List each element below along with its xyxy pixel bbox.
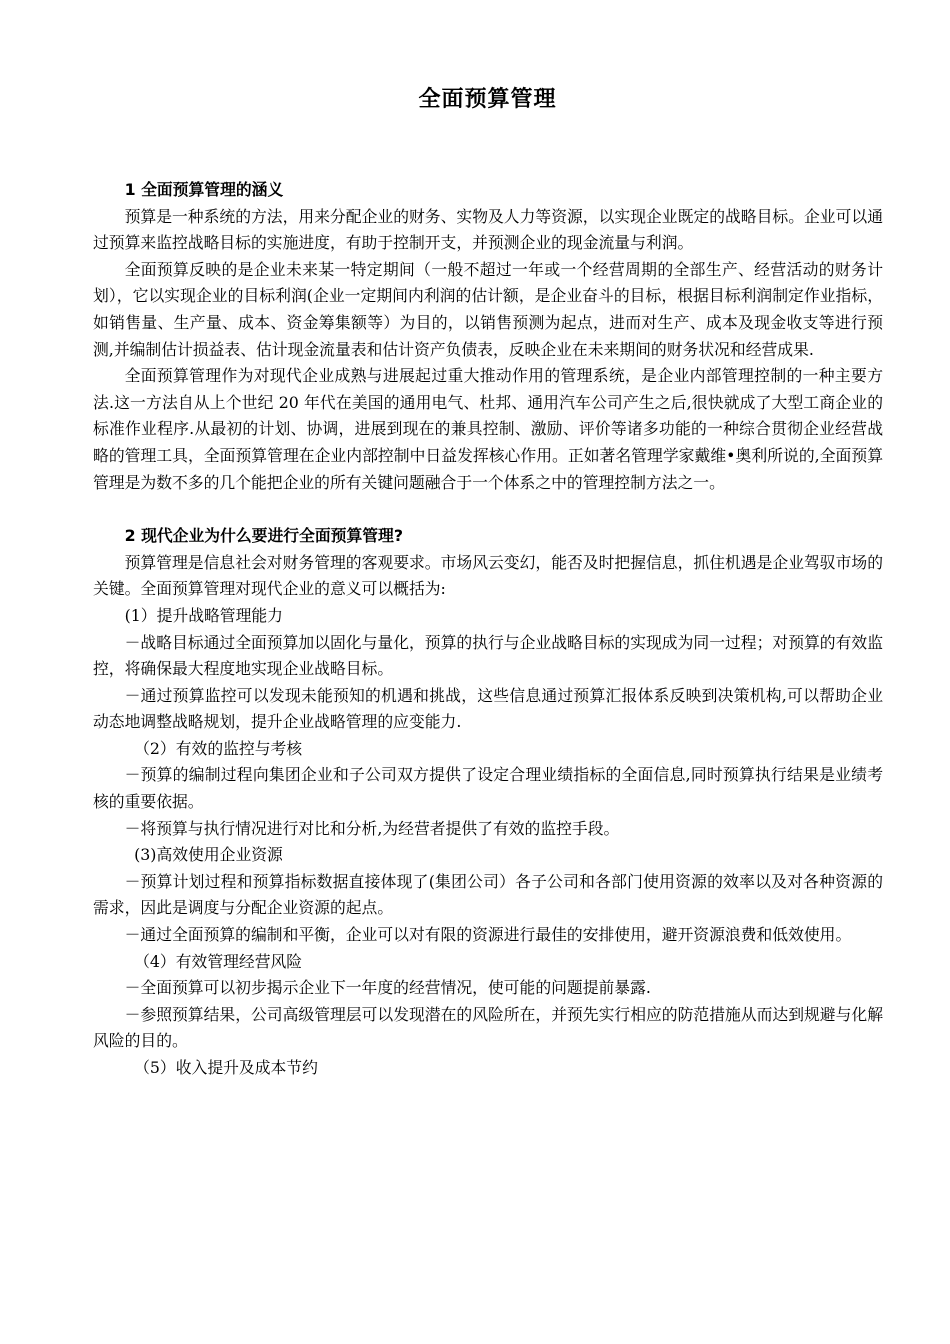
section-2-heading: 2 现代企业为什么要进行全面预算管理? <box>124 526 403 546</box>
item-1-paragraph: －通过预算监控可以发现未能预知的机遇和挑战，这些信息通过预算汇报体系反映到决策机构,可以帮助企业动态地调整战略规划，提升企业战略管理的应变能力. <box>93 685 883 732</box>
section-gap <box>93 496 883 523</box>
section-1-paragraph: 全面预算管理作为对现代企业成熟与进展起过重大推动作用的管理系统，是企业内部管理控制的一种主要方法.这一方法自从上个世纪 20 年代在美国的通用电气、杜邦、通用汽车公司产生之后,很快就成了大型工商企业的标准作业程序.从最初的计划、协调，进展到现在的兼具控制、激励、评价等诸多功能的一种综合贯彻企业经营战略的管理工具，全面预算管理在企业内部控制中日益发挥核心作用。正如著名管理学家戴维•奥利所说的,全面预算管理是为数不多的几个能把企业的所有关键问题融合于一个体系之中的管理控制方法之一。 <box>93 366 883 492</box>
item-1-title: (1）提升战略管理能力 <box>124 605 283 625</box>
item-4-paragraph: －全面预算可以初步揭示企业下一年度的经营情况，使可能的问题提前暴露. <box>124 978 651 998</box>
section-1-paragraph: 预算是一种系统的方法，用来分配企业的财务、实物及人力等资源，以实现企业既定的战略目标。企业可以通过预算来监控战略目标的实施进度，有助于控制开支，并预测企业的现金流量与利润。 <box>93 206 883 253</box>
document-title: 全面预算管理 <box>418 87 557 112</box>
section-1-heading: 1 全面预算管理的涵义 <box>124 180 284 199</box>
item-4-title: （4）有效管理经营风险 <box>134 951 303 971</box>
item-2-paragraph: －预算的编制过程向集团企业和子公司双方提供了设定合理业绩指标的全面信息,同时预算执行结果是业绩考核的重要依据。 <box>93 765 883 812</box>
document-body <box>93 177 883 1082</box>
item-3-paragraph: －通过全面预算的编制和平衡，企业可以对有限的资源进行最佳的安排使用，避开资源浪费和低效使用。 <box>124 925 852 945</box>
item-4-paragraph: －参照预算结果，公司高级管理层可以发现潜在的风险所在，并预先实行相应的防范措施从而达到规避与化解风险的目的。 <box>93 1004 883 1051</box>
item-2-title: （2）有效的监控与考核 <box>134 738 303 758</box>
item-3-paragraph: －预算计划过程和预算指标数据直接体现了(集团公司）各子公司和各部门使用资源的效率以及对各种资源的需求，因此是调度与分配企业资源的起点。 <box>93 871 883 918</box>
item-1-paragraph: －战略目标通过全面预算加以固化与量化，预算的执行与企业战略目标的实现成为同一过程；对预算的有效监控，将确保最大程度地实现企业战略目标。 <box>93 632 883 679</box>
section-1-paragraph: 全面预算反映的是企业未来某一特定期间（一般不超过一年或一个经营周期的全部生产、经营活动的财务计划），它以实现企业的目标利润(企业一定期间内利润的估计额，是企业奋斗的目标，根据目标利润制定作业指标，如销售量、生产量、成本、资金筹集额等）为目的，以销售预测为起点，进而对生产、成本及现金收支等进行预测,并编制估计损益表、估计现金流量表和估计资产负债表，反映企业在未来期间的财务状况和经营成果. <box>93 259 883 359</box>
item-5-title: （5）收入提升及成本节约 <box>134 1058 318 1077</box>
section-2-intro: 预算管理是信息社会对财务管理的客观要求。市场风云变幻，能否及时把握信息，抓住机遇是企业驾驭市场的关键。全面预算管理对现代企业的意义可以概括为: <box>93 552 883 599</box>
item-3-title: (3)高效使用企业资源 <box>134 845 283 865</box>
item-2-paragraph: －将预算与执行情况进行对比和分析,为经营者提供了有效的监控手段。 <box>124 818 620 838</box>
